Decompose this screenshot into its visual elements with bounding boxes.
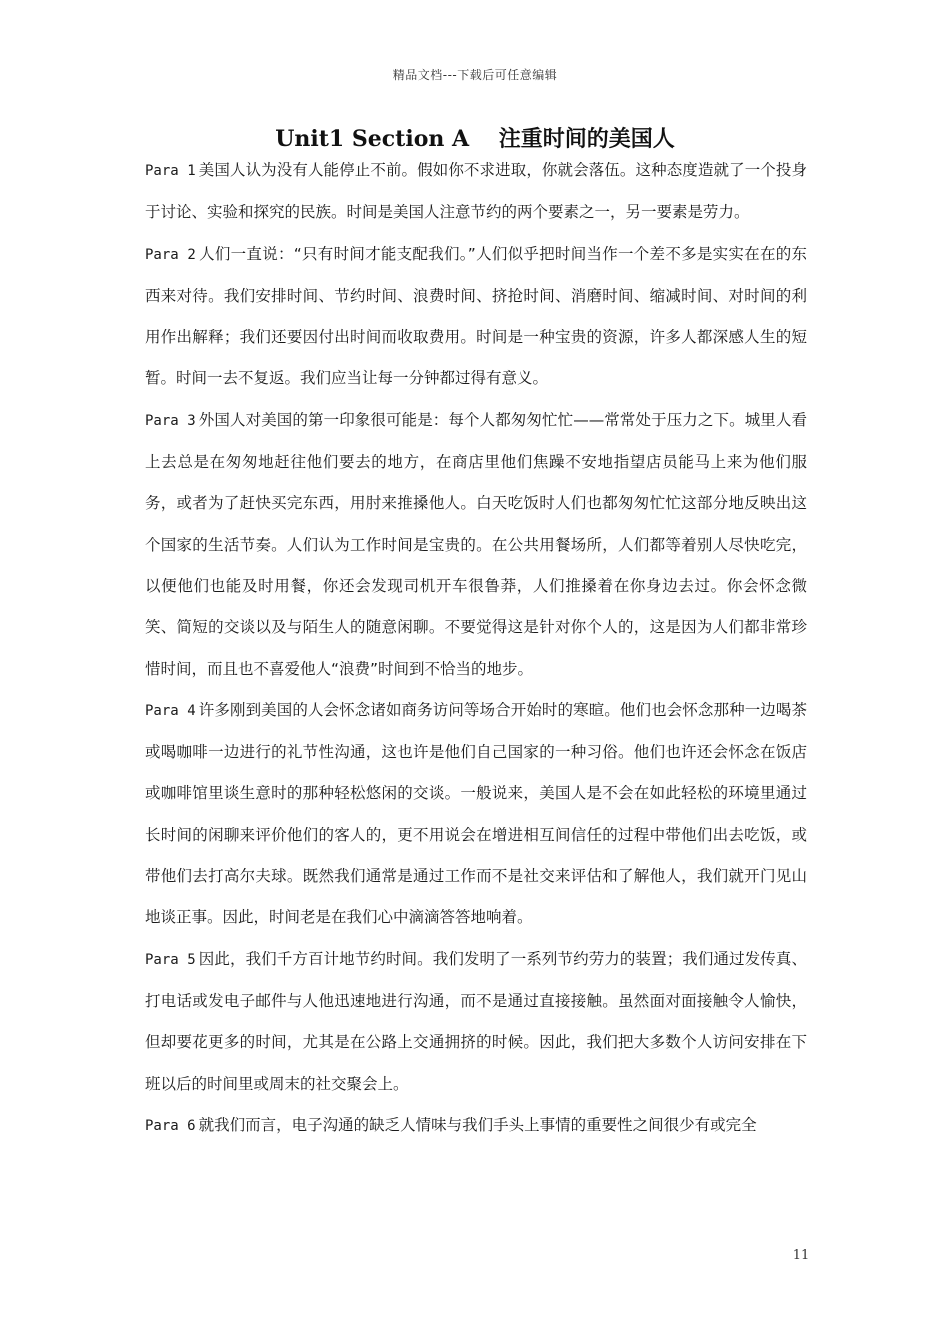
header-note: 精品文档---下载后可任意编辑 [392,68,558,82]
paragraph-label: Para 5 [145,951,196,968]
paragraph-1 [145,150,807,234]
paragraph-3 [145,400,807,690]
paragraph-label: Para 2 [145,246,196,263]
paragraph-label: Para 6 [145,1117,196,1134]
paragraph-6 [145,1105,807,1147]
paragraph-text: 人们一直说：“只有时间才能支配我们。”人们似乎把时间当作一个差不多是实实在在的东西来对待。我们安排时间、节约时间、浪费时间、挤抢时间、消磨时间、缩减时间、对时间的利用作出解释；我们还要因付出时间而收取费用。时间是一种宝贵的资源，许多人都深感人生的短暂。时间一去不复返。我们应当让每一分钟都过得有意义。 [145,244,807,388]
paragraph-2 [145,234,807,400]
document-body [145,150,807,1147]
paragraph-label: Para 3 [145,412,196,429]
paragraph-text: 许多刚到美国的人会怀念诸如商务访问等场合开始时的寒暄。他们也会怀念那种一边喝茶或喝咖啡一边进行的礼节性沟通，这也许是他们自己国家的一种习俗。他们也许还会怀念在饭店或咖啡馆里谈生意时的那种轻松悠闲的交谈。一般说来，美国人是不会在如此轻松的环境里通过长时间的闲聊来评价他们的客人的，更不用说会在增进相互间信任的过程中带他们出去吃饭，或带他们去打高尔夫球。既然我们通常是通过工作而不是社交来评估和了解他人，我们就开门见山地谈正事。因此，时间老是在我们心中滴滴答答地响着。 [145,700,807,927]
document-title: Unit1 Section A 注重时间的美国人 [275,126,675,152]
page-number: 11 [792,1248,810,1263]
paragraph-4 [145,690,807,939]
paragraph-label: Para 4 [145,702,196,719]
paragraph-text: 外国人对美国的第一印象很可能是：每个人都匆匆忙忙——常常处于压力之下。城里人看上去总是在匆匆地赶往他们要去的地方，在商店里他们焦躁不安地指望店员能马上来为他们服务，或者为了赶快买完东西，用肘来推搡他人。白天吃饭时人们也都匆匆忙忙这部分地反映出这个国家的生活节奏。人们认为工作时间是宝贵的。在公共用餐场所，人们都等着别人尽快吃完，以便他们也能及时用餐，你还会发现司机开车很鲁莽，人们推搡着在你身边去过。你会怀念微笑、简短的交谈以及与陌生人的随意闲聊。不要觉得这是针对你个人的，这是因为人们都非常珍惜时间，而且也不喜爱他人“浪费”时间到不恰当的地步。 [145,410,807,678]
paragraph-label: Para 1 [145,163,196,179]
paragraph-text: 就我们而言，电子沟通的缺乏人情味与我们手头上事情的重要性之间很少有或完全 [198,1115,757,1134]
paragraph-text: 美国人认为没有人能停止不前。假如你不求进取，你就会落伍。这种态度造就了一个投身于讨论、实验和探究的民族。时间是美国人注意节约的两个要素之一，另一要素是劳力。 [145,161,807,222]
paragraph-text: 因此，我们千方百计地节约时间。我们发明了一系列节约劳力的装置；我们通过发传真、打电话或发电子邮件与人他迅速地进行沟通，而不是通过直接接触。虽然面对面接触令人愉快，但却要花更多的时间，尤其是在公路上交通拥挤的时候。因此，我们把大多数个人访问安排在下班以后的时间里或周末的社交聚会上。 [145,949,807,1093]
paragraph-5 [145,939,807,1105]
